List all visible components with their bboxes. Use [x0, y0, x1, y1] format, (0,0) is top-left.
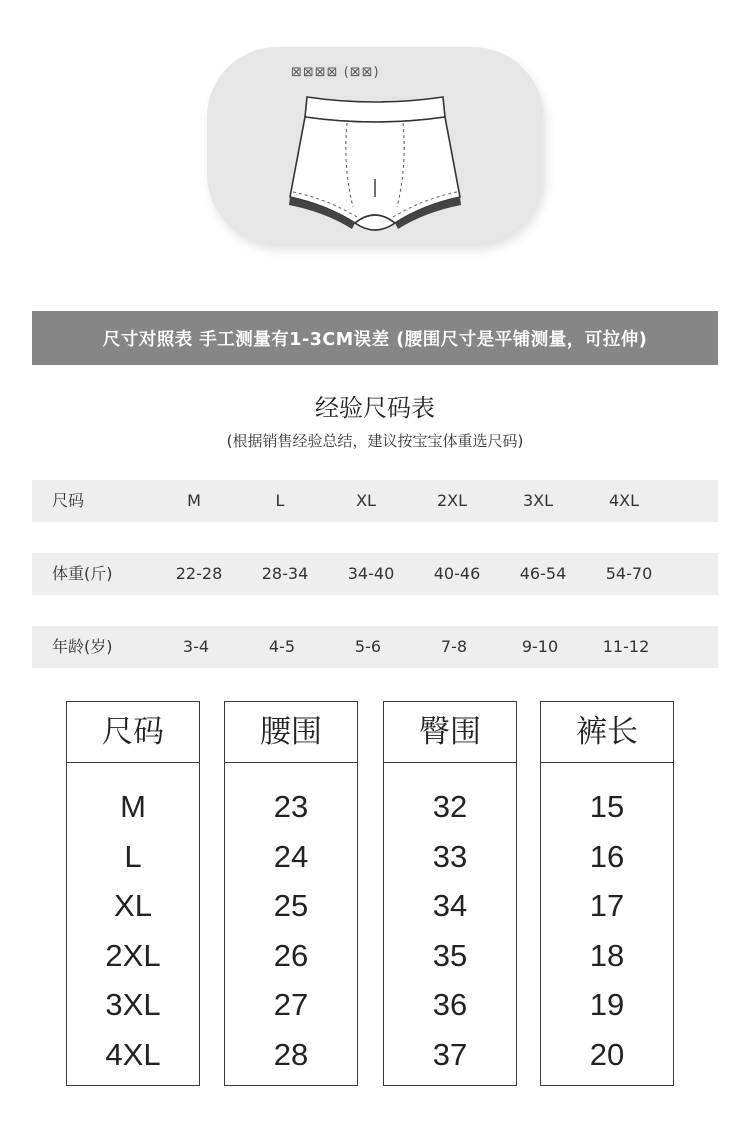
row-value: 7-8 — [440, 637, 468, 656]
row-value: 40-46 — [433, 564, 481, 583]
column-value: XL — [114, 888, 152, 923]
row-value: 4XL — [608, 491, 640, 510]
column-value: 28 — [273, 1036, 309, 1072]
row-value: 5-6 — [354, 637, 382, 656]
column-value: 32 — [432, 789, 468, 824]
row-value: 3XL — [522, 491, 554, 510]
column-value: 27 — [273, 987, 309, 1022]
row-value: 3-4 — [182, 637, 210, 656]
column-value: 16 — [589, 838, 625, 874]
row-label: 尺码 — [52, 491, 85, 510]
column-value: 18 — [589, 937, 625, 973]
column-value: 24 — [273, 838, 309, 874]
column-value: 34 — [432, 888, 468, 923]
row-value: XL — [356, 491, 376, 510]
size-row — [32, 480, 718, 522]
column-value: 20 — [589, 1036, 625, 1072]
column-value: 15 — [589, 789, 625, 824]
column-value: 23 — [273, 789, 309, 824]
row-label: 年龄(岁) — [52, 637, 113, 656]
row-value: 34-40 — [347, 564, 395, 583]
row-value: 2XL — [436, 491, 468, 510]
row-value: L — [275, 491, 285, 510]
product-image-card — [207, 47, 543, 244]
column-value: 25 — [273, 888, 309, 923]
column-value: 37 — [432, 1036, 468, 1072]
row-value: 4-5 — [268, 637, 296, 656]
column-value: 19 — [589, 987, 625, 1022]
row-value: 54-70 — [605, 564, 653, 583]
size-chart-banner: 尺寸对照表 手工测量有1-3CM误差 (腰围尺寸是平铺测量，可拉伸) — [32, 311, 718, 365]
column-value: 33 — [432, 838, 468, 874]
column-value: 2XL — [105, 937, 161, 973]
waist-column — [224, 701, 358, 1086]
hip-column — [383, 701, 517, 1086]
column-value: 4XL — [105, 1036, 161, 1072]
weight-row — [32, 553, 718, 595]
experience-chart-title: 经验尺码表 — [315, 394, 435, 422]
row-value: 46-54 — [519, 564, 567, 583]
row-value: 22-28 — [175, 564, 223, 583]
size-column — [66, 701, 200, 1086]
row-value: 11-12 — [602, 637, 650, 656]
column-header: 腰围 — [225, 702, 357, 763]
row-label: 体重(斤) — [52, 564, 113, 583]
column-header: 臀围 — [384, 702, 516, 763]
column-value: M — [120, 789, 146, 824]
column-value: 3XL — [105, 987, 161, 1022]
length-column — [540, 701, 674, 1086]
row-value: 9-10 — [521, 637, 559, 656]
row-value: 28-34 — [261, 564, 309, 583]
column-value: 35 — [432, 937, 468, 973]
column-header: 尺码 — [67, 702, 199, 763]
column-value: 26 — [273, 937, 309, 973]
age-row — [32, 626, 718, 668]
care-label-glyphs: ⊠⊠⊠⊠ (⊠⊠) — [291, 65, 380, 80]
column-value: 36 — [432, 987, 468, 1022]
experience-chart-subtitle: (根据销售经验总结，建议按宝宝体重选尺码) — [226, 432, 524, 450]
row-value: M — [187, 491, 201, 510]
column-value: L — [124, 838, 142, 874]
boxer-briefs-icon — [207, 47, 543, 244]
column-value: 17 — [589, 888, 625, 923]
column-header: 裤长 — [541, 702, 673, 763]
